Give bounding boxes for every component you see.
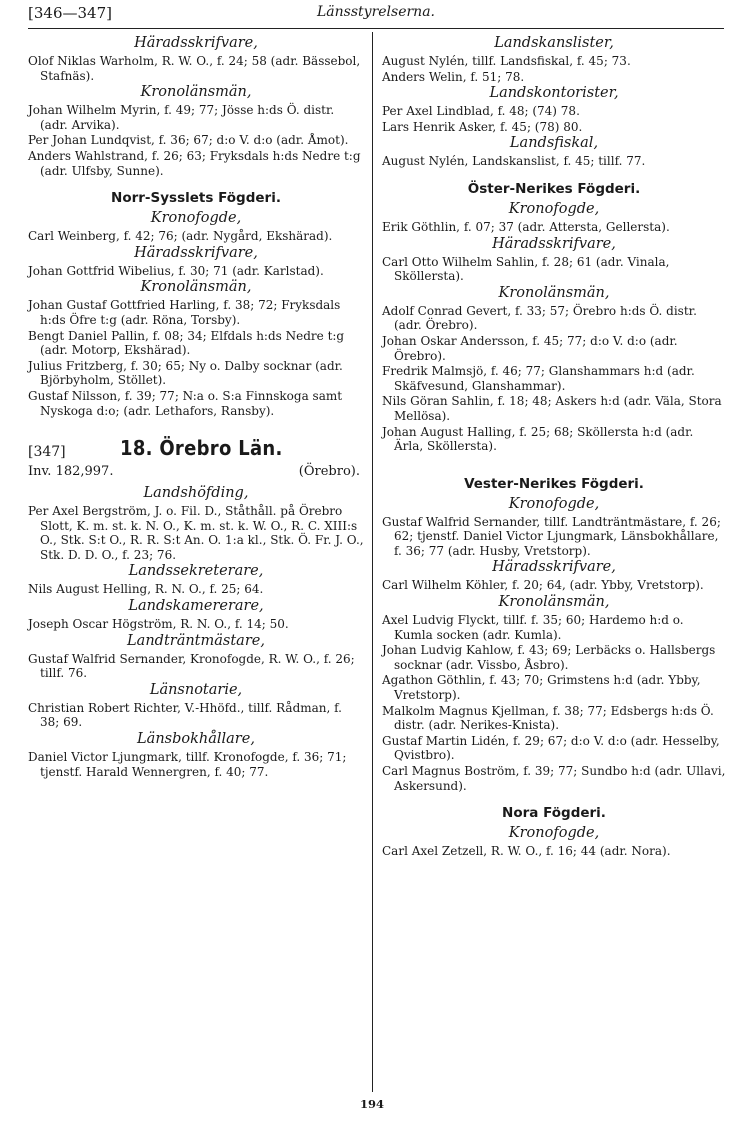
lan-title: 18. Örebro Län. (120, 436, 283, 461)
office-title: Landshöfding, (143, 485, 249, 502)
office-section (382, 236, 726, 284)
office-title: Länsbokhållare, (137, 731, 255, 748)
person-entry: Anders Wahlstrand, f. 26; 63; Fryksdals h:ds Nedre t:g (adr. Ulfsby, Sunne). (28, 148, 361, 178)
office-title: Häradsskrifvare, (134, 35, 258, 51)
vester-nerikes-block (382, 496, 726, 794)
office-title: Landskamererare, (128, 598, 264, 615)
person-entry: August Nylén, tillf. Landsfiskal, f. 45; 73. (382, 54, 631, 68)
person-entry: Olof Niklas Warholm, R. W. O., f. 24; 58 (adr. Bässebol, Stafnäs). (28, 54, 361, 83)
person-entry: Lars Henrik Asker, f. 45; (78) 80. (382, 119, 583, 134)
office-title: Kronofogde, (508, 495, 600, 512)
office-section (28, 84, 364, 178)
page-range: [346—347] (28, 4, 112, 22)
running-header (28, 4, 724, 26)
lan-officials-block (28, 485, 364, 779)
office-section (382, 594, 726, 793)
office-section (382, 85, 726, 134)
oster-nerikes-heading: Öster-Nerikes Fögderi. (467, 180, 641, 197)
lan-page-ref: [347] (28, 444, 66, 461)
office-title: Kronofogde, (150, 210, 242, 227)
office-section (28, 245, 364, 279)
person-entry: Carl Axel Zetzell, R. W. O., f. 16; 44 (adr. Nora). (382, 844, 671, 859)
office-title: Landsfiskal, (509, 135, 599, 152)
office-title: Kronolänsmän, (140, 279, 252, 296)
office-title: Länsnotarie, (149, 681, 243, 698)
office-section (28, 279, 364, 418)
office-title: Landssekreterare, (128, 563, 264, 580)
office-section (382, 825, 726, 859)
person-entry: Johan Gustaf Gottfried Harling, f. 38; 72; Fryksdals h:ds Öfre t:g (adr. Röna, Torsby). (28, 298, 341, 327)
person-entry: Julius Fritzberg, f. 30; 65; Ny o. Dalby socknar (adr. Björbyholm, Stöllet). (28, 358, 343, 388)
vester-nerikes-heading: Vester-Nerikes Fögderi. (464, 475, 644, 492)
person-entry: Anders Welin, f. 51; 78. (382, 69, 525, 84)
norr-sysslets-block (28, 210, 364, 418)
office-section (28, 633, 364, 681)
person-entry: Erik Göthlin, f. 07; 37 (adr. Attersta, Gellersta). (382, 219, 670, 234)
oster-nerikes-block (382, 201, 726, 454)
person-entry: Gustaf Nilsson, f. 39; 77; N:a o. S:a Finnskoga samt Nyskoga d:o; (adr. Lethafors, Ransby). (28, 388, 343, 418)
office-section (28, 563, 364, 597)
person-entry: Carl Wilhelm Köhler, f. 20; 64, (adr. Ybby, Vretstorp). (382, 578, 704, 593)
office-section (28, 210, 364, 244)
person-entry: Per Axel Bergström, J. o. Fil. D., Ståthåll. på Örebro Slott, K. m. st. k. N. O., K. m. st. k. W. O., R. C. XIII:s O., Stk. S:t O., R. R. S:t An. O. 1:a kl., Stk. Ö. Fr. J. O., Stk. D. D. O., f. 23; 76. (28, 504, 364, 562)
person-entry: Nils Göran Sahlin, f. 18; 48; Askers h:d (adr. Väla, Stora Mellösa). (382, 394, 722, 423)
page-number: 194 (359, 1097, 384, 1111)
person-entry: Johan August Halling, f. 25; 68; Sköllersta h:d (adr. Ärla, Sköllersta). (382, 424, 694, 454)
person-entry: Carl Weinberg, f. 42; 76; (adr. Nygård, Ekshärad). (28, 229, 333, 244)
left-top-block (28, 35, 364, 178)
office-section (28, 485, 364, 562)
person-entry: Fredrik Malmsjö, f. 46; 77; Glanshammars h:d (adr. Skäfvesund, Glanshammar). (382, 364, 695, 393)
office-title: Kronofogde, (508, 200, 600, 217)
office-section (28, 731, 364, 779)
person-entry: Axel Ludvig Flyckt, tillf. f. 35; 60; Hardemo h:d o. Kumla socken (adr. Kumla). (382, 613, 684, 642)
office-section (382, 35, 726, 84)
left-column (28, 34, 364, 780)
office-section (28, 598, 364, 632)
person-entry: Carl Magnus Boström, f. 39; 77; Sundbo h:d (adr. Ullavi, Askersund). (382, 764, 726, 793)
inventory-count: Inv. 182,997. (28, 464, 114, 480)
column-divider (372, 32, 373, 1092)
office-section (28, 35, 364, 83)
office-title: Häradsskrifvare, (134, 244, 258, 261)
person-entry: Johan Gottfrid Wibelius, f. 30; 71 (adr. Karlstad). (28, 263, 324, 278)
inventory-row (28, 464, 364, 484)
right-column (382, 34, 726, 860)
lan-heading-row (28, 434, 364, 464)
person-entry: Adolf Conrad Gevert, f. 33; 57; Örebro h:ds Ö. distr. (adr. Örebro). (382, 303, 697, 333)
office-section (382, 201, 726, 235)
nora-block (382, 825, 726, 859)
office-title: Landskontorister, (489, 85, 619, 102)
person-entry: Gustaf Walfrid Sernander, Kronofogde, R. W. O., f. 26; tillf. 76. (28, 651, 355, 681)
office-section (382, 285, 726, 454)
running-title: Länsstyrelserna. (317, 4, 435, 20)
office-section (28, 682, 364, 730)
office-title: Kronofogde, (508, 825, 600, 842)
office-title: Kronolänsmän, (498, 284, 610, 301)
office-title: Häradsskrifvare, (492, 235, 616, 252)
person-entry: Nils August Helling, R. N. O., f. 25; 64. (28, 582, 264, 597)
person-entry: Joseph Oscar Högström, R. N. O., f. 14; 50. (28, 617, 289, 632)
person-entry: Johan Wilhelm Myrin, f. 49; 77; Jösse h:ds Ö. distr. (adr. Arvika). (28, 103, 335, 132)
person-entry: Johan Oskar Andersson, f. 45; 77; d:o V. d:o (adr. Örebro). (382, 333, 678, 363)
person-entry: Christian Robert Richter, V.-Hhöfd., tillf. Rådman, f. 38; 69. (28, 700, 342, 730)
person-entry: Bengt Daniel Pallin, f. 08; 34; Elfdals h:ds Nedre t:g (adr. Motorp, Ekshärad). (28, 328, 345, 358)
office-title: Kronolänsmän, (498, 594, 610, 611)
nora-heading: Nora Fögderi. (502, 805, 606, 822)
header-rule (28, 28, 724, 29)
person-entry: Per Axel Lindblad, f. 48; (74) 78. (382, 104, 580, 119)
person-entry: Per Johan Lundqvist, f. 36; 67; d:o V. d:o (adr. Åmot). (28, 133, 349, 148)
norr-sysslets-heading: Norr-Sysslets Fögderi. (111, 190, 281, 207)
office-section (382, 559, 726, 593)
person-entry: Gustaf Walfrid Sernander, tillf. Landträntmästare, f. 26; 62; tjenstf. Daniel Victor Ljungmark, Länsbokhållare, f. 36; 77 (adr. Husby, Vretstorp). (382, 514, 721, 558)
office-title: Häradsskrifvare, (492, 559, 616, 576)
person-entry: Johan Ludvig Kahlow, f. 43; 69; Lerbäcks o. Hallsbergs socknar (adr. Vissbo, Åsbro). (382, 643, 716, 672)
inventory-city: (Örebro). (298, 464, 360, 480)
office-section (382, 135, 726, 169)
person-entry: Carl Otto Wilhelm Sahlin, f. 28; 61 (adr. Vinala, Sköllersta). (382, 254, 670, 284)
office-title: Kronolänsmän, (140, 84, 252, 101)
office-title: Landskanslister, (494, 35, 614, 51)
person-entry: Agathon Göthlin, f. 43; 70; Grimstens h:d (adr. Ybby, Vretstorp). (382, 673, 701, 703)
person-entry: August Nylén, Landskanslist, f. 45; tillf. 77. (382, 154, 646, 169)
person-entry: Gustaf Martin Lidén, f. 29; 67; d:o V. d:o (adr. Hesselby, Qvistbro). (382, 733, 720, 763)
person-entry: Daniel Victor Ljungmark, tillf. Kronofogde, f. 36; 71; tjenstf. Harald Wennergren, f. 40; 77. (28, 750, 347, 779)
office-title: Landträntmästare, (127, 632, 265, 649)
right-top-block (382, 35, 726, 169)
office-section (382, 496, 726, 559)
person-entry: Malkolm Magnus Kjellman, f. 38; 77; Edsbergs h:ds Ö. distr. (adr. Nerikes-Knista). (382, 703, 714, 733)
